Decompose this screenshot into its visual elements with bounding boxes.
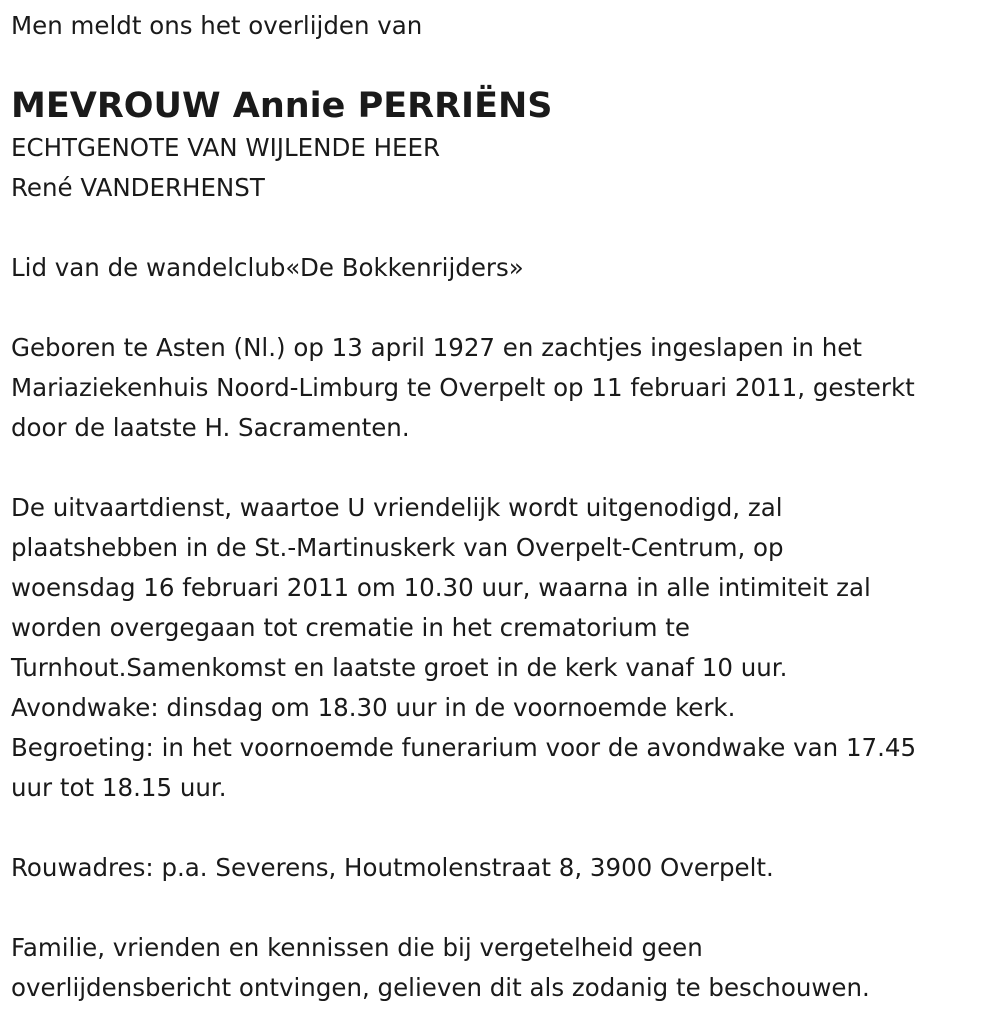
spacer — [11, 208, 996, 248]
paragraph-line: Avondwake: dinsdag om 18.30 uur in de voornoemde kerk. — [11, 693, 736, 722]
paragraph-line: Begroeting: in het voornoemde funerarium voor de avondwake van 17.45 — [11, 733, 917, 762]
intro-text: Men meldt ons het overlijden van — [11, 11, 423, 40]
paragraph-line: Familie, vrienden en kennissen die bij vergetelheid geen — [11, 933, 703, 962]
spacer — [11, 808, 996, 848]
spacer — [11, 288, 996, 328]
paragraph-line: overlijdensbericht ontvingen, gelieven dit als zodanig te beschouwen. — [11, 973, 870, 1002]
paragraph-line: Turnhout.Samenkomst en laatste groet in de kerk vanaf 10 uur. — [11, 653, 788, 682]
paragraph-line: uur tot 18.15 uur. — [11, 773, 227, 802]
spouse-line: ECHTGENOTE VAN WIJLENDE HEER — [11, 133, 441, 162]
paragraph-line: Mariaziekenhuis Noord-Limburg te Overpelt op 11 februari 2011, gesterkt — [11, 373, 915, 402]
closing-paragraph — [11, 928, 996, 1008]
birth-death-paragraph — [11, 328, 996, 448]
mourning-address: Rouwadres: p.a. Severens, Houtmolenstraat 8, 3900 Overpelt. — [11, 853, 774, 882]
paragraph-line: De uitvaartdienst, waartoe U vriendelijk wordt uitgenodigd, zal — [11, 493, 783, 522]
paragraph-line: door de laatste H. Sacramenten. — [11, 413, 410, 442]
spouse-block — [11, 128, 996, 208]
obituary-notice — [11, 6, 996, 1008]
deceased-name: MEVROUW Annie PERRIËNS — [11, 86, 553, 126]
paragraph-line: worden overgegaan tot crematie in het crematorium te — [11, 613, 690, 642]
service-paragraph — [11, 488, 996, 808]
paragraph-line: woensdag 16 februari 2011 om 10.30 uur, waarna in alle intimiteit zal — [11, 573, 871, 602]
paragraph-line: Geboren te Asten (Nl.) op 13 april 1927 en zachtjes ingeslapen in het — [11, 333, 862, 362]
spouse-line: René VANDERHENST — [11, 173, 265, 202]
spacer — [11, 888, 996, 928]
membership-text: Lid van de wandelclub«De Bokkenrijders» — [11, 253, 524, 282]
paragraph-line: plaatshebben in de St.-Martinuskerk van Overpelt-Centrum, op — [11, 533, 784, 562]
spacer — [11, 448, 996, 488]
